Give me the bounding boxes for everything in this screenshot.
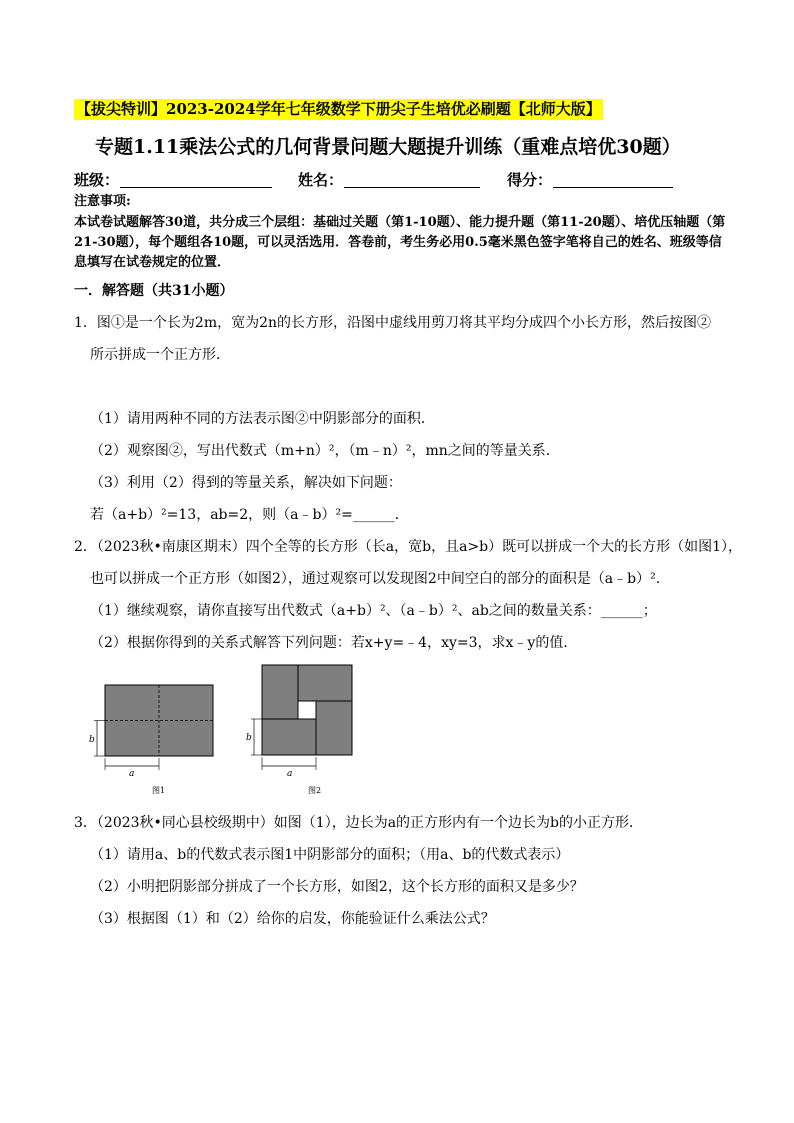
q2-part1: （1）继续观察，请你直接写出代数式（a+b）²、（a﹣b）²、ab之间的数量关系：______； [90, 603, 657, 619]
q2-stem-line2: 也可以拼成一个正方形（如图2），通过观察可以发现图2中间空白的部分的面积是（a﹣b）². [90, 571, 661, 587]
q2-stem-line1: 2．（2023秋•南康区期末）四个全等的长方形（长a，宽b，且a>b）既可以拼成一个大的长方形（如图1）， [74, 539, 743, 555]
q3-part3: （3）根据图（1）和（2）给你的启发，你能验证什么乘法公式？ [90, 911, 495, 927]
fig2-label-b: b [246, 733, 252, 743]
banner: 【拔尖特训】2023-2024学年七年级数学下册尖子生培优必刷题【北师大版】 [76, 100, 601, 118]
class-field[interactable] [120, 187, 272, 188]
q2-part2: （2）根据你得到的关系式解答下列问题：若x+y=﹣4，xy=3，求x﹣y的值． [90, 635, 578, 651]
score-label: 得分： [507, 171, 553, 189]
q3-part2: （2）小明把阴影部分拼成了一个长方形，如图2，这个长方形的面积又是多少？ [90, 879, 584, 895]
fig1-label-a: a [129, 769, 135, 779]
notice-heading: 注意事项: [74, 194, 131, 209]
score-field[interactable] [553, 187, 673, 188]
q1-part2: （2）观察图②，写出代数式（m+n）²，（m﹣n）²，mn之间的等量关系． [90, 443, 560, 459]
fig1-caption: 图1 [152, 786, 166, 795]
q1-part1: （1）请用两种不同的方法表示图②中阴影部分的面积． [90, 411, 435, 427]
fig1-label-b: b [89, 735, 95, 745]
name-label: 姓名： [298, 171, 344, 189]
fig2-label-a: a [287, 769, 293, 779]
figure-2 [242, 660, 362, 798]
q1-part3: （3）利用（2）得到的等量关系，解决如下问题： [90, 475, 402, 491]
q1-stem-line2: 所示拼成一个正方形． [90, 347, 230, 363]
fig2-caption: 图2 [308, 786, 322, 795]
class-label: 班级： [74, 171, 120, 189]
q1-part4: 若（a+b）²=13，ab=2，则（a﹣b）²=______． [90, 507, 409, 523]
section-title: 一．解答题（共31小题） [74, 283, 234, 299]
q3-part1: （1）请用a、b的代数式表示图1中阴影部分的面积；（用a、b的代数式表示） [90, 847, 570, 863]
fig2-center-blank [298, 701, 316, 719]
q3-stem: 3．（2023秋•同心县校级期中）如图（1），边长为a的正方形内有一个边长为b的小正方形． [74, 815, 644, 831]
notice-text: 本试卷试题解答30道，共分成三个层组：基础过关题（第1-10题）、能力提升题（第11-20题）、培优压轴题（第21-30题），每个题组各10题，可以灵活选用．答卷前，考生务必用0.5毫米黑色签字笔将自己的姓名、班级等信息填写在试卷规定的位置． [74, 215, 726, 270]
figure-1 [86, 676, 226, 798]
name-field[interactable] [344, 187, 480, 188]
q1-stem-line1: 1．图①是一个长为2m，宽为2n的长方形，沿图中虚线用剪刀将其平均分成四个小长方形，然后按图② [74, 315, 712, 331]
page-title: 专题1.11乘法公式的几何背景问题大题提升训练（重难点培优30题） [95, 136, 681, 158]
